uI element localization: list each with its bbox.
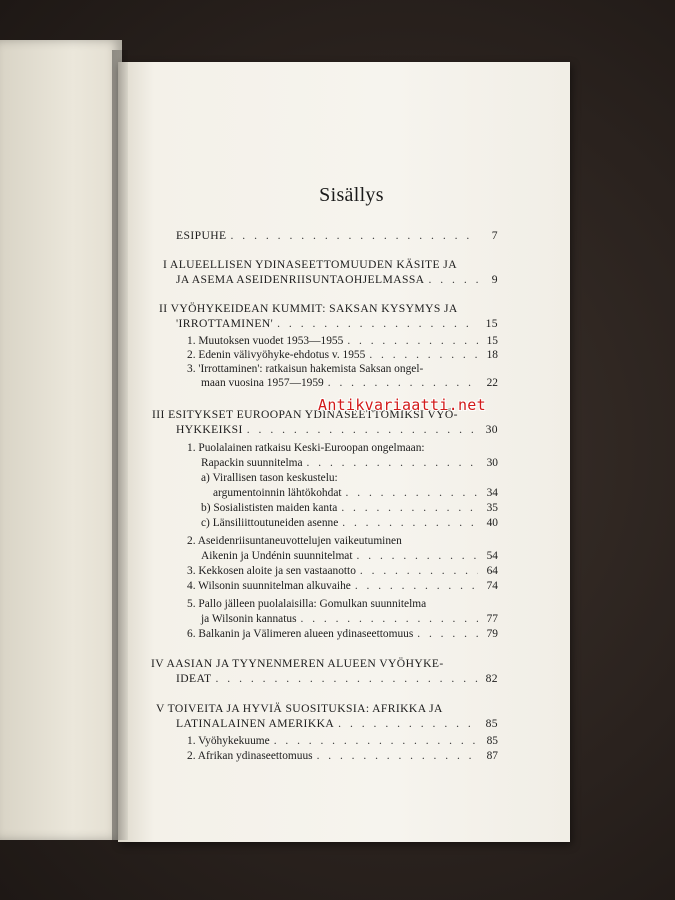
subentry-page: 77 — [486, 613, 498, 625]
subentry-title: 2. Afrikan ydinaseettomuus — [187, 750, 313, 762]
subentry-title: b) Sosialististen maiden kanta — [201, 502, 338, 514]
dot-leader — [307, 456, 478, 470]
toc-subentry — [201, 376, 498, 390]
subentry-title-cont: maan vuosina 1957—1959 — [201, 377, 324, 389]
subentry-title: 4. Wilsonin suunnitelman alkuvaihe — [187, 580, 351, 592]
subentry-page: 54 — [486, 550, 498, 562]
dot-leader — [428, 273, 478, 287]
chapter-2-title-line2: 'IRROTTAMINEN' — [176, 317, 274, 330]
toc-entry-chapter-5 — [176, 717, 498, 731]
subentry-page: 22 — [486, 377, 498, 389]
toc-subentry — [187, 334, 498, 348]
dot-leader — [341, 501, 478, 515]
chapter-4-title-line2: IDEAT — [176, 672, 212, 685]
toc-entry-title: ESIPUHE — [176, 229, 227, 242]
toc-entry-page: 30 — [485, 423, 498, 436]
toc-subentry — [187, 749, 498, 763]
dot-leader — [317, 749, 478, 763]
dot-leader — [274, 734, 478, 748]
toc-subentry — [201, 516, 498, 530]
toc-entry-page: 85 — [485, 717, 498, 730]
chapter-3-title-line1: III ESITYKSET EUROOPAN YDINASEETTOMIKSI VYÖ- — [152, 408, 458, 421]
toc-entry-chapter-1 — [176, 273, 498, 287]
subentry-page: 85 — [486, 735, 498, 747]
toc-entry-page: 15 — [485, 317, 498, 330]
toc-subentry — [187, 348, 498, 362]
subentry-title-cont: Aikenin ja Undénin suunnitelmat — [201, 550, 353, 562]
subentry-page: 15 — [486, 335, 498, 347]
subentry-title: 5. Pallo jälleen puolalaisilla: Gomulkan suunnitelma — [187, 598, 427, 610]
chapter-1-title-line1: I ALUEELLISEN YDINASEETTOMUUDEN KÄSITE JA — [163, 258, 457, 271]
toc-entry-chapter-3 — [176, 423, 498, 437]
subentry-title: 1. Puolalainen ratkaisu Keski-Euroopan ongelmaan: — [187, 442, 425, 454]
toc-entry-page: 7 — [491, 229, 498, 242]
toc-entry-page: 82 — [485, 672, 498, 685]
toc-entry-page: 9 — [491, 273, 498, 286]
subentry-title-cont: ja Wilsonin kannatus — [201, 613, 297, 625]
toc-subentry — [201, 501, 498, 515]
subentry-title: 3. 'Irrottaminen': ratkaisun hakemista Saksan ongel- — [187, 363, 424, 375]
dot-leader — [369, 348, 478, 362]
subentry-title: c) Länsiliittoutuneiden asenne — [201, 517, 339, 529]
dot-leader — [347, 334, 478, 348]
dot-leader — [230, 229, 478, 243]
chapter-1-title-line2: JA ASEMA ASEIDENRIISUNTAOHJELMASSA — [176, 273, 425, 286]
subentry-title: 1. Vyöhykekuume — [187, 735, 270, 747]
toc-subentry — [187, 627, 498, 641]
subentry-title: 1. Muutoksen vuodet 1953—1955 — [187, 335, 344, 347]
dot-leader — [247, 423, 478, 437]
chapter-5-title-line2: LATINALAINEN AMERIKKA — [176, 717, 335, 730]
dot-leader — [355, 579, 478, 593]
chapter-5-title-line1: V TOIVEITA JA HYVIÄ SUOSITUKSIA: AFRIKKA JA — [156, 702, 443, 715]
toc-subentry — [201, 612, 498, 626]
toc-subentry — [213, 486, 498, 500]
subentry-page: 30 — [486, 457, 498, 469]
toc-entry-chapter-4 — [176, 672, 498, 686]
subentry-title: 2. Edenin välivyöhyke-ehdotus v. 1955 — [187, 349, 366, 361]
dot-leader — [346, 486, 478, 500]
toc-entry-esipuhe — [176, 229, 498, 243]
subentry-page: 79 — [486, 628, 498, 640]
dot-leader — [417, 627, 478, 641]
dot-leader — [342, 516, 478, 530]
toc-subentry — [201, 549, 498, 563]
toc-entry-chapter-2 — [176, 317, 498, 331]
subentry-page: 64 — [486, 565, 498, 577]
subentry-page: 35 — [486, 502, 498, 514]
subentry-page: 40 — [486, 517, 498, 529]
chapter-3-title-line2: HYKKEIKSI — [176, 423, 243, 436]
chapter-4-title-line1: IV AASIAN JA TYYNENMEREN ALUEEN VYÖHYKE- — [151, 657, 444, 670]
subentry-page: 18 — [486, 349, 498, 361]
dot-leader — [338, 717, 478, 731]
subentry-title-cont: Rapackin suunnitelma — [201, 457, 303, 469]
subentry-title: 3. Kekkosen aloite ja sen vastaanotto — [187, 565, 356, 577]
subentry-title: 6. Balkanin ja Välimeren alueen ydinaseettomuus — [187, 628, 414, 640]
subentry-page: 74 — [486, 580, 498, 592]
dot-leader — [360, 564, 478, 578]
subentry-page: 34 — [486, 487, 498, 499]
dot-leader — [215, 672, 478, 686]
watermark-text: Antikvariaatti.net — [318, 396, 486, 414]
toc-heading: Sisällys — [319, 184, 384, 206]
chapter-2-title-line1: II VYÖHYKEIDEAN KUMMIT: SAKSAN KYSYMYS JA — [159, 302, 458, 315]
subentry-page: 87 — [486, 750, 498, 762]
subentry-title-cont: argumentoinnin lähtökohdat — [213, 487, 342, 499]
subentry-title: 2. Aseidenriisuntaneuvottelujen vaikeutuminen — [187, 535, 402, 547]
toc-subentry — [201, 456, 498, 470]
dot-leader — [357, 549, 478, 563]
toc-subentry — [187, 579, 498, 593]
dot-leader — [328, 376, 478, 390]
subentry-title: a) Virallisen tason keskustelu: — [201, 472, 338, 484]
dot-leader — [277, 317, 478, 331]
toc-subentry — [187, 734, 498, 748]
dot-leader — [301, 612, 478, 626]
toc-subentry — [187, 564, 498, 578]
